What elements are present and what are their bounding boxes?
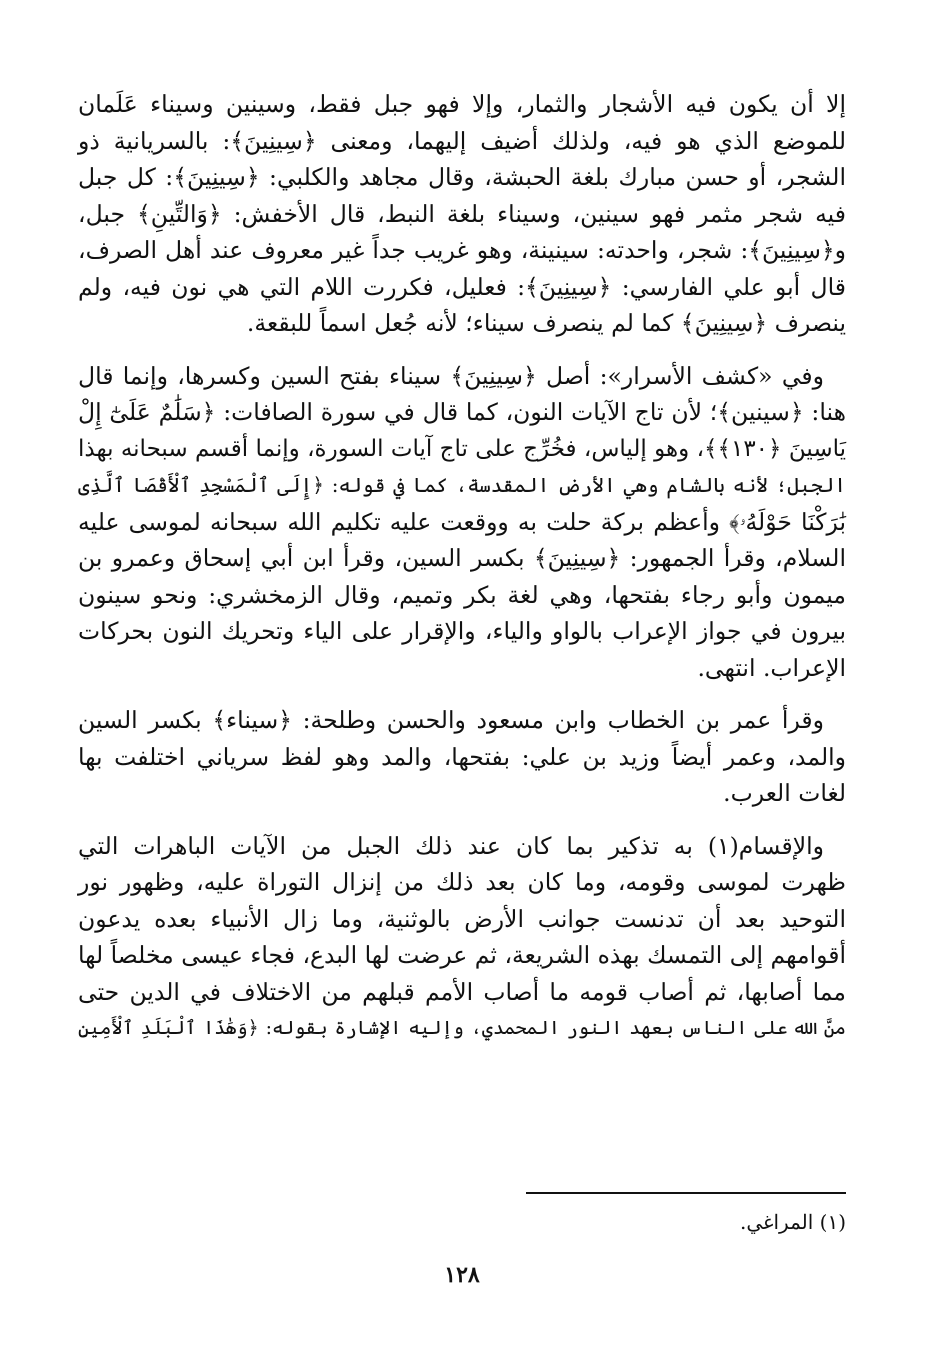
text-line: هنا: ﴿سينين﴾؛ لأن تاج الآيات النون، كما قال في سورة الصافات: ﴿سَلَٰمٌ عَلَىٰٓ إِلْ bbox=[78, 398, 846, 426]
footnote-divider bbox=[526, 1192, 846, 1194]
text-line: فيه شجر مثمر فهو سينين، وسيناء بلغة النبط، قال الأخفش: ﴿وَالتِّينِ﴾ جبل، bbox=[78, 199, 846, 228]
page-number: ١٢٨ bbox=[444, 1262, 480, 1288]
text-line: منَّ الله على الناس بعهد النور المحمدي، وإليه الإشارة بقوله: ﴿وَهَٰذَا ٱلْبَلَدِ ٱلْأَمِينِ bbox=[78, 1017, 846, 1039]
text-line: ظهرت لموسى وقومه، وما كان بعد ذلك من إنزال التوراة عليه، وظهور نور bbox=[78, 868, 846, 896]
text-line: السلام، وقرأ الجمهور: ﴿سِينِينَ﴾ بكسر السين، وقرأ ابن أبي إسحاق وعمرو بن bbox=[78, 544, 846, 572]
main-text bbox=[78, 86, 846, 1047]
text-line: يَاسِينَ ﴿١٣٠﴾﴾، وهو إلياس، فخُرِّج على تاج آيات السورة، وإنما أقسم سبحانه بهذا bbox=[78, 435, 846, 462]
text-line: التوحيد بعد أن تدنست جوانب الأرض بالوثنية، وما زال الأنبياء بعده يدعون bbox=[78, 904, 846, 933]
text-line: و﴿سِينِينَ﴾: شجر، واحدته: سينينة، وهو غريب جداً غير معروف عند أهل الصرف، bbox=[78, 236, 846, 264]
text-line: إلا أن يكون فيه الأشجار والثمار، وإلا فهو جبل فقط، وسينين وسيناء عَلَمان bbox=[78, 90, 846, 118]
text-line: بَٰرَكْنَا حَوْلَهُۥ﴾ وأعظم بركة حلت به ووقعت عليه تكليم الله سبحانه لموسى عليه bbox=[78, 507, 846, 536]
text-line: لغات العرب. bbox=[723, 779, 846, 807]
paragraph-4 bbox=[78, 828, 846, 1047]
book-page bbox=[78, 86, 846, 1336]
text-line: وفي «كشف الأسرار»: أصل ﴿سِينِينَ﴾ سيناء بفتح السين وكسرها، وإنما قال bbox=[78, 361, 824, 390]
text-line: بيرون في جواز الإعراب بالواو والياء، والإقرار على الياء وتحريك النون بحركات bbox=[78, 617, 846, 645]
text-line: الجبل؛ لأنه بالشام وهي الأرض المقدسة، كما في قوله: ﴿إِلَى ٱلْمَسْجِدِ ٱلْأَقْصَا ٱلَّذِى bbox=[78, 473, 846, 497]
text-line: مما أصابها، ثم أصاب قومه ما أصاب الأمم قبلهم من الاختلاف في الدين حتى bbox=[78, 977, 846, 1006]
paragraph-3 bbox=[78, 702, 846, 812]
text-line: ميمون وأبو رجاء بفتحها، وهي لغة بكر وتميم، وقال الزمخشري: ونحو سينون bbox=[78, 580, 846, 609]
text-line: الشجر، أو حسن مبارك بلغة الحبشة، وقال مجاهد والكلبي: ﴿سِينِينَ﴾: كل جبل bbox=[78, 163, 846, 191]
text-line: للموضع الذي هو فيه، ولذلك أضيف إليهما، ومعنى ﴿سِينِينَ﴾: بالسريانية ذو bbox=[78, 126, 846, 155]
text-line: وقرأ عمر بن الخطاب وابن مسعود والحسن وطلحة: ﴿سيناء﴾ بكسر السين bbox=[78, 706, 824, 734]
paragraph-1 bbox=[78, 86, 846, 342]
text-line: والمد، وعمر أيضاً وزيد بن علي: بفتحها، والمد وهو لفظ سرياني اختلفت بها bbox=[78, 742, 846, 771]
paragraph-2 bbox=[78, 358, 846, 687]
text-line: أقوامهم إلى التمسك بهذه الشريعة، ثم عرضت لها البدع، فجاء عيسى مخلصاً لها bbox=[78, 941, 846, 969]
text-line: والإقسام(١) به تذكير بما كان عند ذلك الجبل من الآيات الباهرات التي bbox=[78, 831, 824, 860]
text-line: الإعراب. انتهى. bbox=[697, 653, 846, 682]
footnote: (١) المراغي. bbox=[739, 1210, 846, 1234]
text-line: ينصرف ﴿سِينِينَ﴾ كما لم ينصرف سيناء؛ لأنه جُعل اسماً للبقعة. bbox=[246, 309, 846, 337]
text-line: قال أبو علي الفارسي: ﴿سِينِينَ﴾: فعليل، فكررت اللام التي هي نون فيه، ولم bbox=[78, 272, 846, 301]
